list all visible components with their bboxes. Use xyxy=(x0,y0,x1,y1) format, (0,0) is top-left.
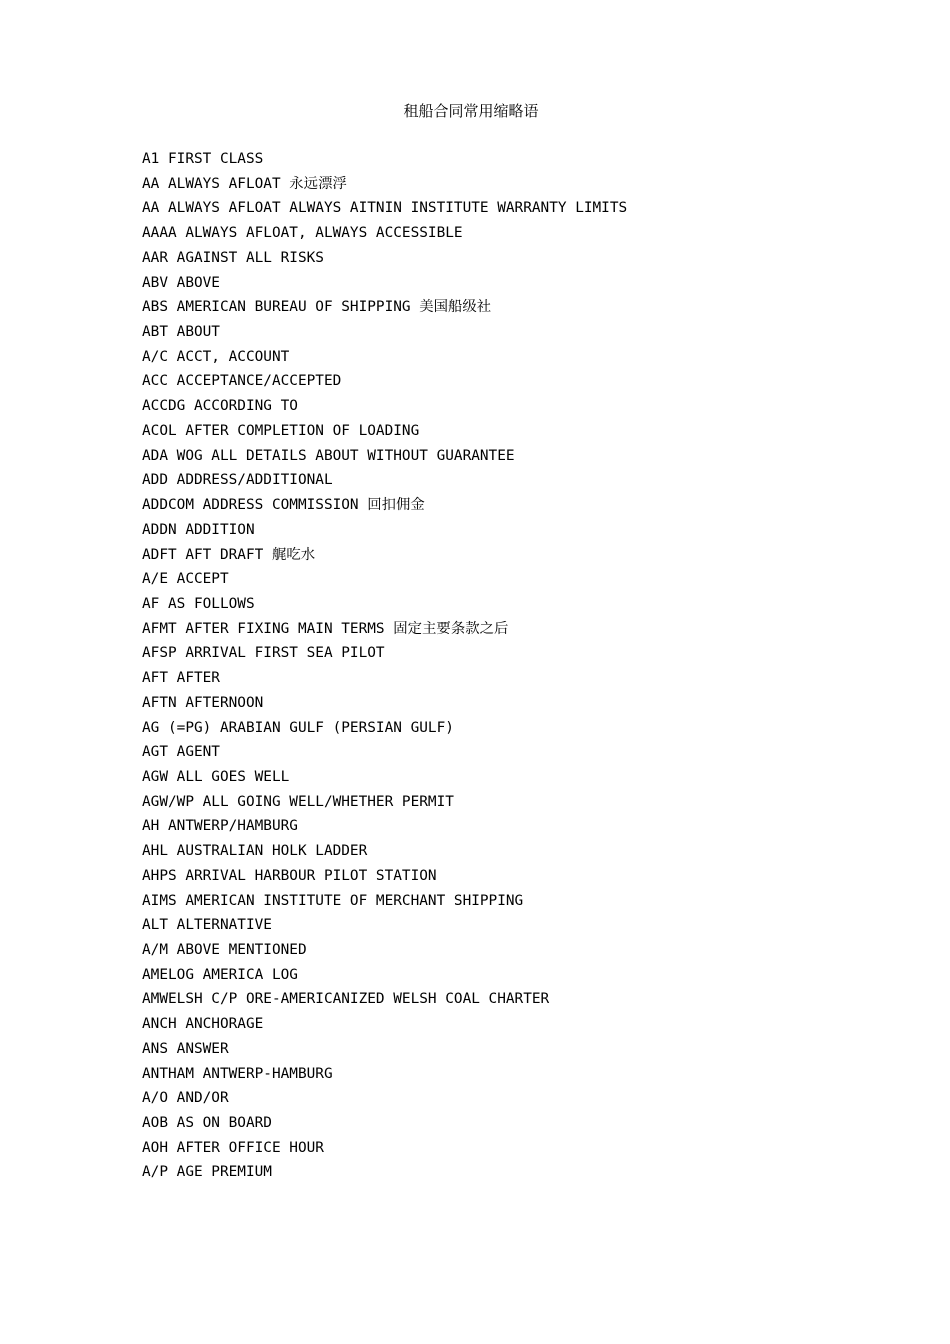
abbreviation-entry: ADA WOG ALL DETAILS ABOUT WITHOUT GUARANTEE xyxy=(142,447,515,464)
abbreviation-entry: A/E ACCEPT xyxy=(142,571,229,588)
abbreviation-entry: AA ALWAYS AFLOAT ALWAYS AITNIN INSTITUTE WARRANTY LIMITS xyxy=(142,200,628,217)
abbreviation-entry: AHL AUSTRALIAN HOLK LADDER xyxy=(142,843,368,860)
abbreviation-entry: ABT ABOUT xyxy=(142,324,220,341)
abbreviation-entry: ABV ABOVE xyxy=(142,274,220,291)
abbreviation-entry: AF AS FOLLOWS xyxy=(142,595,255,612)
abbreviation-entry: AGT AGENT xyxy=(142,744,220,761)
abbreviation-entry: ADFT AFT DRAFT 艉吃水 xyxy=(142,546,316,563)
abbreviation-list xyxy=(142,148,627,1186)
abbreviation-entry: A/O AND/OR xyxy=(142,1090,229,1107)
abbreviation-entry: ACOL AFTER COMPLETION OF LOADING xyxy=(142,422,420,439)
abbreviation-entry: AAAA ALWAYS AFLOAT, ALWAYS ACCESSIBLE xyxy=(142,225,463,242)
abbreviation-entry: AG (=PG) ARABIAN GULF (PERSIAN GULF) xyxy=(142,719,454,736)
abbreviation-entry: ANCH ANCHORAGE xyxy=(142,1016,264,1033)
abbreviation-entry: AOH AFTER OFFICE HOUR xyxy=(142,1139,324,1156)
document-title: 租船合同常用缩略语 xyxy=(403,102,539,120)
abbreviation-entry: AAR AGAINST ALL RISKS xyxy=(142,249,324,266)
abbreviation-entry: AIMS AMERICAN INSTITUTE OF MERCHANT SHIPPING xyxy=(142,892,524,909)
abbreviation-entry: ANS ANSWER xyxy=(142,1040,229,1057)
abbreviation-entry: AMELOG AMERICA LOG xyxy=(142,966,298,983)
abbreviation-entry: AA ALWAYS AFLOAT 永远漂浮 xyxy=(142,175,347,192)
abbreviation-entry: ADDCOM ADDRESS COMMISSION 回扣佣金 xyxy=(142,497,425,514)
abbreviation-entry: AMWELSH C/P ORE-AMERICANIZED WELSH COAL CHARTER xyxy=(142,991,550,1008)
abbreviation-entry: ADDN ADDITION xyxy=(142,521,255,538)
abbreviation-entry: A/P AGE PREMIUM xyxy=(142,1164,272,1181)
abbreviation-entry: ALT ALTERNATIVE xyxy=(142,917,272,934)
abbreviation-entry: ACC ACCEPTANCE/ACCEPTED xyxy=(142,373,342,390)
abbreviation-entry: A/M ABOVE MENTIONED xyxy=(142,942,307,958)
abbreviation-entry: A/C ACCT, ACCOUNT xyxy=(142,348,290,365)
abbreviation-entry: ADD ADDRESS/ADDITIONAL xyxy=(142,472,333,489)
abbreviation-entry: AFSP ARRIVAL FIRST SEA PILOT xyxy=(142,645,385,662)
abbreviation-entry: AH ANTWERP/HAMBURG xyxy=(142,818,298,835)
abbreviation-entry: AOB AS ON BOARD xyxy=(142,1115,272,1132)
abbreviation-entry: AGW/WP ALL GOING WELL/WHETHER PERMIT xyxy=(142,793,454,810)
abbreviation-entry: ANTHAM ANTWERP-HAMBURG xyxy=(142,1065,333,1082)
abbreviation-entry: A1 FIRST CLASS xyxy=(142,151,264,167)
abbreviation-entry: AGW ALL GOES WELL xyxy=(142,768,290,785)
abbreviation-entry: ACCDG ACCORDING TO xyxy=(142,398,298,415)
abbreviation-entry: AFT AFTER xyxy=(142,670,220,687)
abbreviation-entry: AFMT AFTER FIXING MAIN TERMS 固定主要条款之后 xyxy=(142,620,509,637)
abbreviation-entry: AFTN AFTERNOON xyxy=(142,694,264,711)
abbreviation-entry: AHPS ARRIVAL HARBOUR PILOT STATION xyxy=(142,867,437,884)
abbreviation-entry: ABS AMERICAN BUREAU OF SHIPPING 美国船级社 xyxy=(142,299,492,316)
